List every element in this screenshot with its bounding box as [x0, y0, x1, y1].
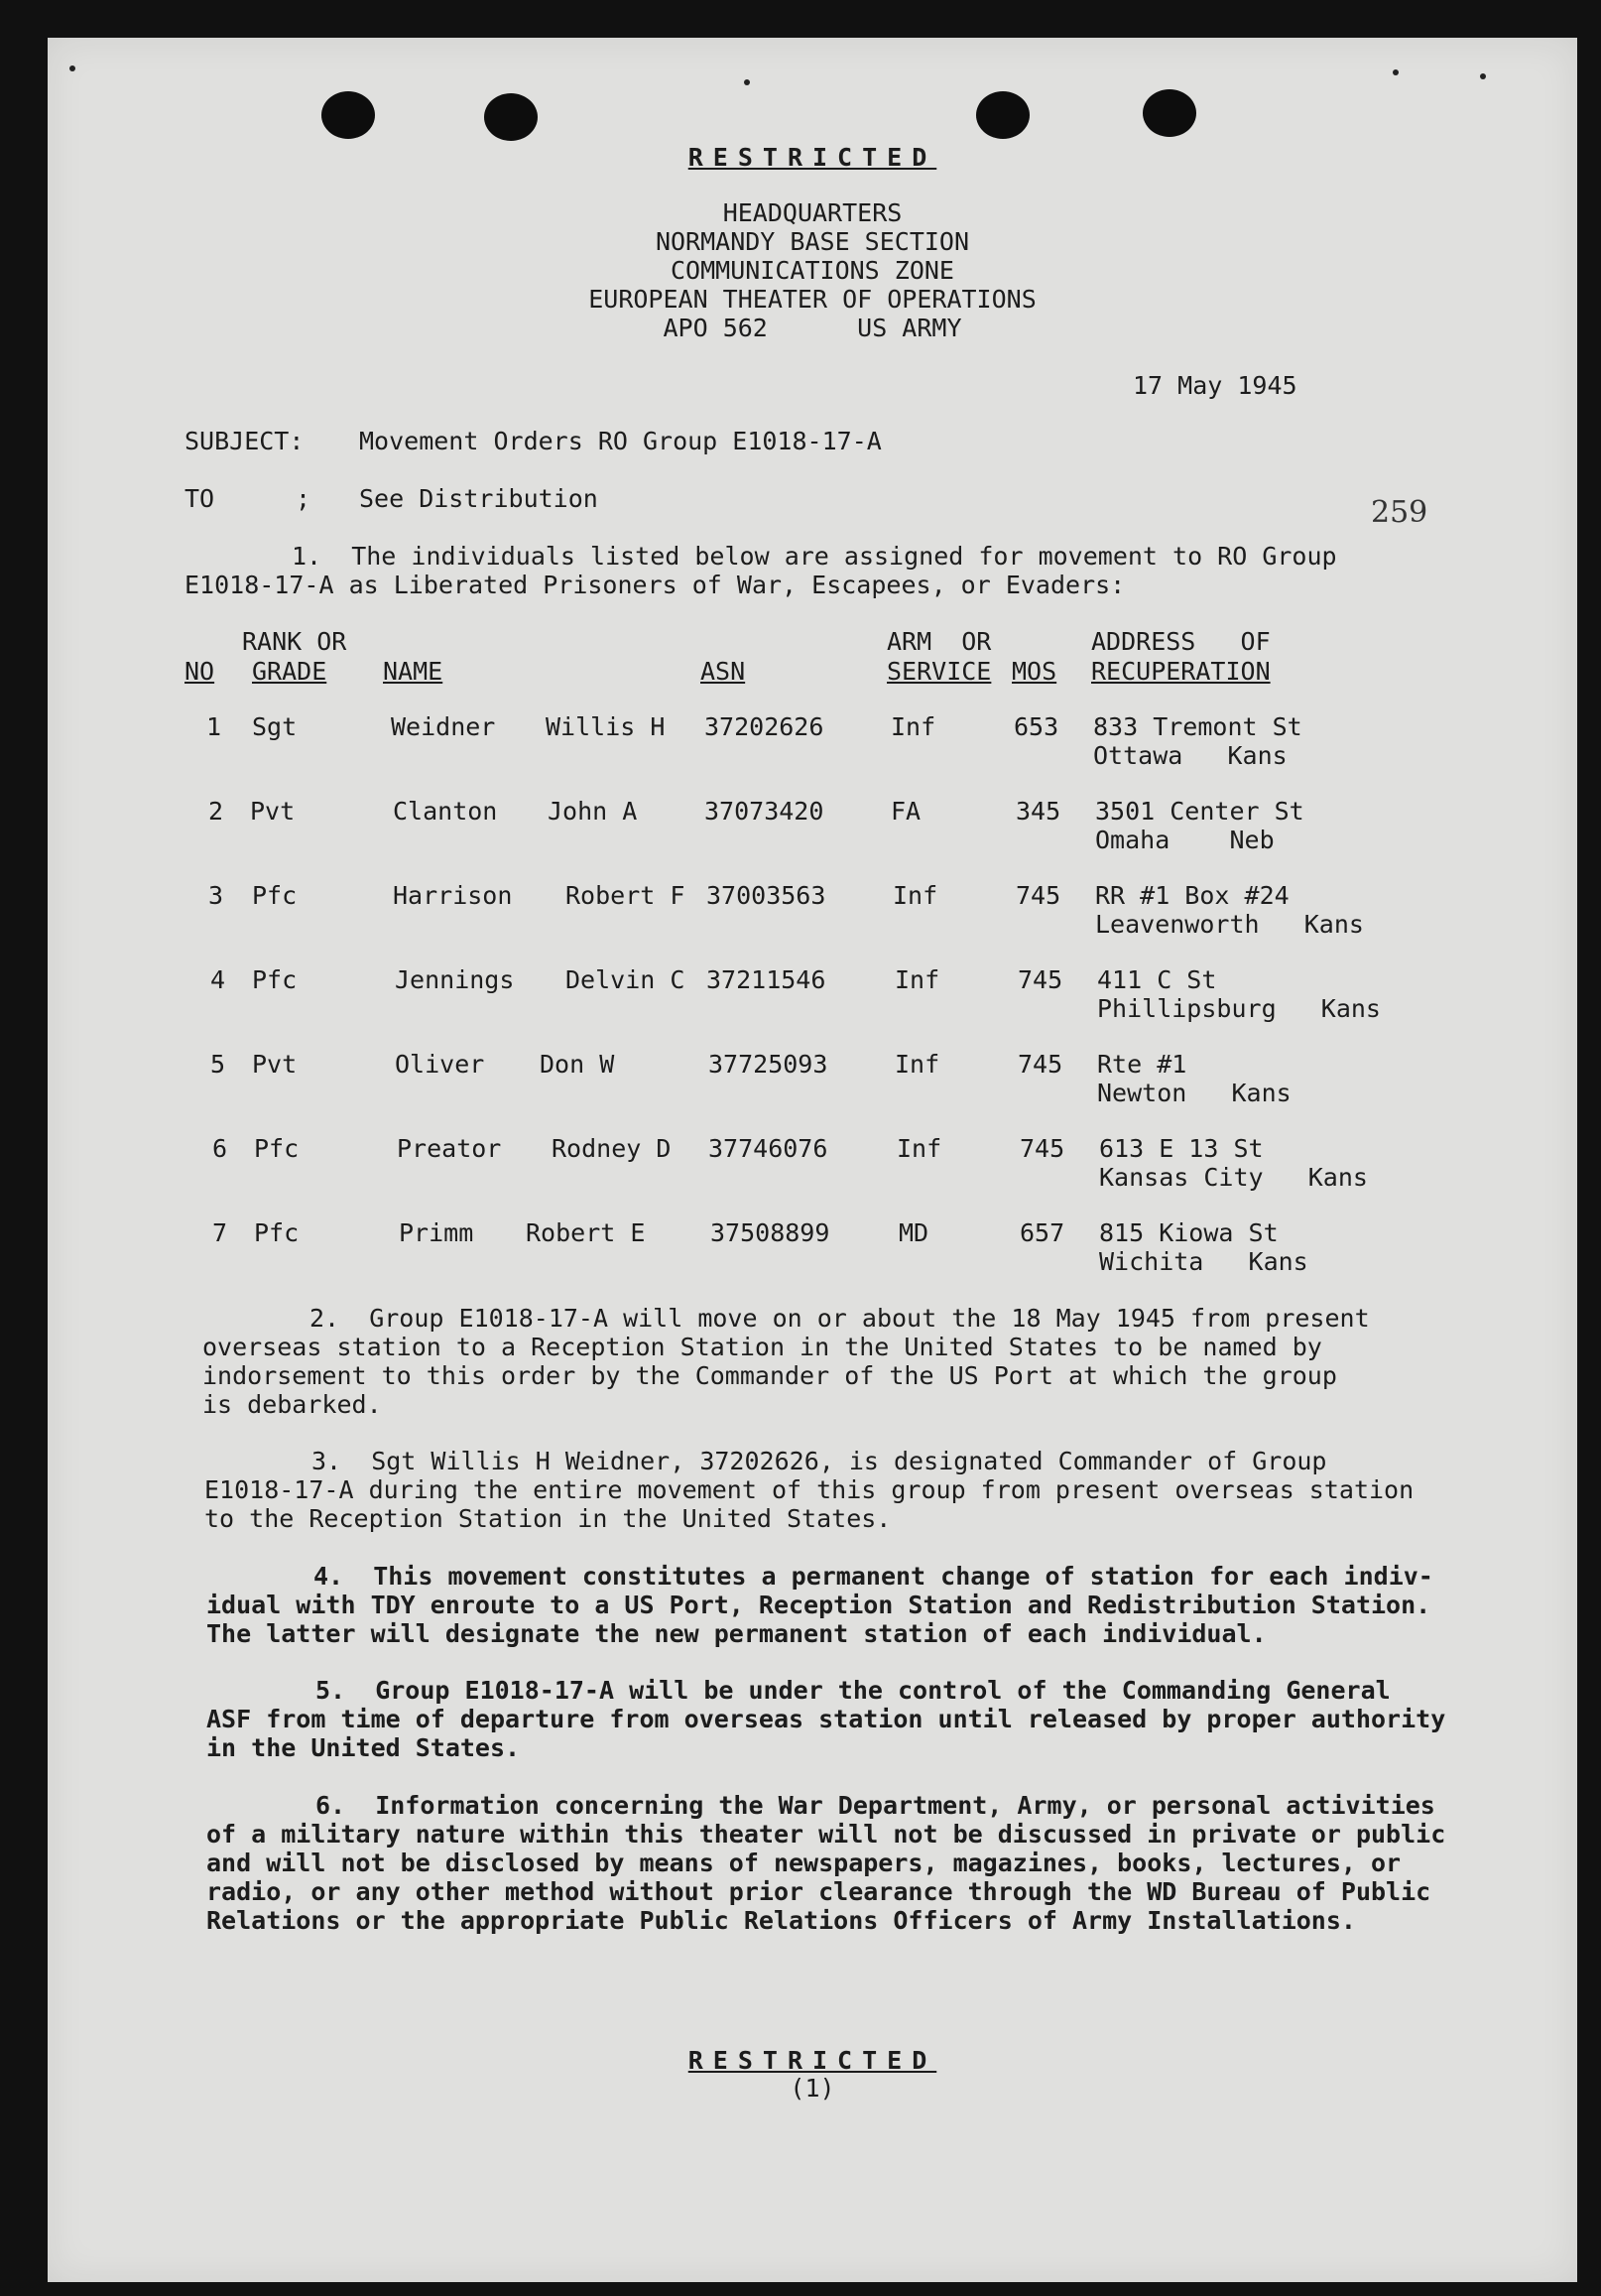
row-first-name: Delvin C [565, 965, 685, 994]
document-page [48, 38, 1577, 2282]
row-last-name: Primm [399, 1218, 474, 1247]
row-address-city: Ottawa Kans [1093, 741, 1288, 770]
row-last-name: Oliver [395, 1050, 485, 1079]
col-addr-top: ADDRESS OF [1091, 627, 1271, 656]
row-first-name: Don W [540, 1050, 615, 1079]
letterhead-line: COMMUNICATIONS ZONE [671, 256, 954, 285]
row-last-name: Preator [397, 1134, 502, 1163]
classification-footer: RESTRICTED [687, 2046, 937, 2075]
row-no: 5 [210, 1050, 226, 1079]
row-last-name: Harrison [393, 881, 513, 910]
to-text: See Distribution [359, 484, 598, 513]
row-address-street: 815 Kiowa St [1099, 1218, 1279, 1247]
row-address-city: Phillipsburg Kans [1097, 994, 1381, 1023]
row-address-city: Newton Kans [1097, 1079, 1292, 1107]
row-address-city: Leavenworth Kans [1095, 910, 1364, 939]
paragraph-4-line: The latter will designate the new permanent station of each individual. [206, 1619, 1267, 1648]
paragraph-3-line: E1018-17-A during the entire movement of this group from present overseas station [204, 1475, 1415, 1504]
row-asn: 37211546 [706, 965, 826, 994]
paragraph-6-line: Relations or the appropriate Public Relations Officers of Army Installations. [206, 1906, 1356, 1935]
paragraph-3-line: to the Reception Station in the United States. [204, 1504, 892, 1533]
paragraph-1-line: 1. The individuals listed below are assigned for movement to RO Group [292, 542, 1337, 571]
punch-hole [976, 91, 1030, 139]
row-rank: Pfc [252, 965, 298, 994]
row-arm: Inf [891, 712, 936, 741]
row-address-street: 411 C St [1097, 965, 1217, 994]
row-mos: 745 [1020, 1134, 1065, 1163]
speck [69, 65, 75, 71]
paragraph-4-line: 4. This movement constitutes a permanent change of station for each indiv- [313, 1562, 1433, 1591]
paragraph-4-line: idual with TDY enroute to a US Port, Reception Station and Redistribution Station. [206, 1591, 1431, 1619]
row-no: 2 [208, 797, 224, 826]
row-arm: FA [891, 797, 922, 826]
row-asn: 37725093 [708, 1050, 828, 1079]
row-asn: 37508899 [710, 1218, 830, 1247]
speck [1480, 73, 1486, 79]
letterhead-line: EUROPEAN THEATER OF OPERATIONS [588, 285, 1037, 314]
paragraph-2-line: is debarked. [202, 1390, 382, 1419]
row-first-name: Willis H [546, 712, 666, 741]
row-no: 3 [208, 881, 224, 910]
row-no: 1 [206, 712, 222, 741]
row-arm: Inf [895, 965, 940, 994]
paragraph-3-line: 3. Sgt Willis H Weidner, 37202626, is designated Commander of Group [311, 1447, 1327, 1475]
paragraph-6-line: 6. Information concerning the War Department, Army, or personal activities [315, 1791, 1435, 1820]
row-first-name: John A [548, 797, 638, 826]
row-asn: 37073420 [704, 797, 824, 826]
row-address-street: RR #1 Box #24 [1095, 881, 1290, 910]
punch-hole [1143, 89, 1196, 137]
row-address-city: Omaha Neb [1095, 826, 1275, 854]
row-rank: Pfc [254, 1134, 300, 1163]
to-label: TO [185, 484, 215, 513]
paragraph-6-line: and will not be disclosed by means of newspapers, magazines, books, lectures, or [206, 1849, 1402, 1877]
col-grade-header: GRADE [252, 657, 327, 686]
subject-text: Movement Orders RO Group E1018-17-A [359, 427, 882, 455]
col-mos-header: MOS [1012, 657, 1057, 686]
paragraph-5-line: in the United States. [206, 1733, 521, 1762]
row-mos: 653 [1014, 712, 1059, 741]
row-rank: Pvt [250, 797, 296, 826]
row-address-street: 833 Tremont St [1093, 712, 1302, 741]
row-mos: 745 [1016, 881, 1061, 910]
row-address-street: 613 E 13 St [1099, 1134, 1264, 1163]
paragraph-2-line: indorsement to this order by the Commander of the US Port at which the group [202, 1361, 1337, 1390]
row-rank: Sgt [252, 712, 298, 741]
row-arm: Inf [897, 1134, 942, 1163]
letterhead-line: HEADQUARTERS [722, 198, 903, 227]
row-last-name: Clanton [393, 797, 498, 826]
row-address-city: Kansas City Kans [1099, 1163, 1368, 1192]
col-arm-top: ARM OR [887, 627, 992, 656]
paragraph-6-line: radio, or any other method without prior clearance through the WD Bureau of Public [206, 1877, 1431, 1906]
row-asn: 37202626 [704, 712, 824, 741]
page-number: (1) [790, 2074, 835, 2103]
punch-hole [321, 91, 375, 139]
col-name-header: NAME [383, 657, 443, 686]
row-arm: Inf [893, 881, 938, 910]
row-first-name: Rodney D [552, 1134, 672, 1163]
row-no: 4 [210, 965, 226, 994]
paragraph-2-line: overseas station to a Reception Station in the United States to be named by [202, 1333, 1322, 1361]
row-mos: 745 [1018, 965, 1063, 994]
document-date: 17 May 1945 [1133, 371, 1297, 400]
punch-hole [484, 93, 538, 141]
col-asn-header: ASN [700, 657, 746, 686]
row-address-street: 3501 Center St [1095, 797, 1304, 826]
row-last-name: Jennings [395, 965, 515, 994]
row-asn: 37746076 [708, 1134, 828, 1163]
row-mos: 745 [1018, 1050, 1063, 1079]
row-first-name: Robert F [565, 881, 685, 910]
page-stamp: 259 [1371, 495, 1428, 530]
row-rank: Pfc [252, 881, 298, 910]
row-address-street: Rte #1 [1097, 1050, 1187, 1079]
col-recuperation-header: RECUPERATION [1091, 657, 1271, 686]
paragraph-5-line: 5. Group E1018-17-A will be under the control of the Commanding General [315, 1676, 1391, 1705]
row-mos: 345 [1016, 797, 1061, 826]
row-arm: MD [899, 1218, 929, 1247]
paragraph-6-line: of a military nature within this theater will not be discussed in private or public [206, 1820, 1446, 1849]
row-address-city: Wichita Kans [1099, 1247, 1308, 1276]
paragraph-2-line: 2. Group E1018-17-A will move on or about the 18 May 1945 from present [309, 1304, 1370, 1333]
speck [744, 79, 750, 85]
row-first-name: Robert E [526, 1218, 646, 1247]
col-service-header: SERVICE [887, 657, 992, 686]
classification-header: RESTRICTED [687, 143, 937, 172]
col-rank-top: RANK OR [242, 627, 347, 656]
row-mos: 657 [1020, 1218, 1065, 1247]
row-arm: Inf [895, 1050, 940, 1079]
row-no: 7 [212, 1218, 228, 1247]
row-rank: Pfc [254, 1218, 300, 1247]
row-rank: Pvt [252, 1050, 298, 1079]
letterhead-line: APO 562 US ARMY [663, 314, 962, 342]
speck [1393, 69, 1399, 75]
row-no: 6 [212, 1134, 228, 1163]
subject-label: SUBJECT: [185, 427, 305, 455]
paragraph-1-line: E1018-17-A as Liberated Prisoners of War, Escapees, or Evaders: [185, 571, 1126, 599]
paragraph-5-line: ASF from time of departure from overseas station until released by proper authority [206, 1705, 1446, 1733]
row-asn: 37003563 [706, 881, 826, 910]
letterhead-line: NORMANDY BASE SECTION [655, 227, 970, 256]
col-no-header: NO [185, 657, 215, 686]
to-colon: ; [296, 484, 311, 513]
row-last-name: Weidner [391, 712, 496, 741]
